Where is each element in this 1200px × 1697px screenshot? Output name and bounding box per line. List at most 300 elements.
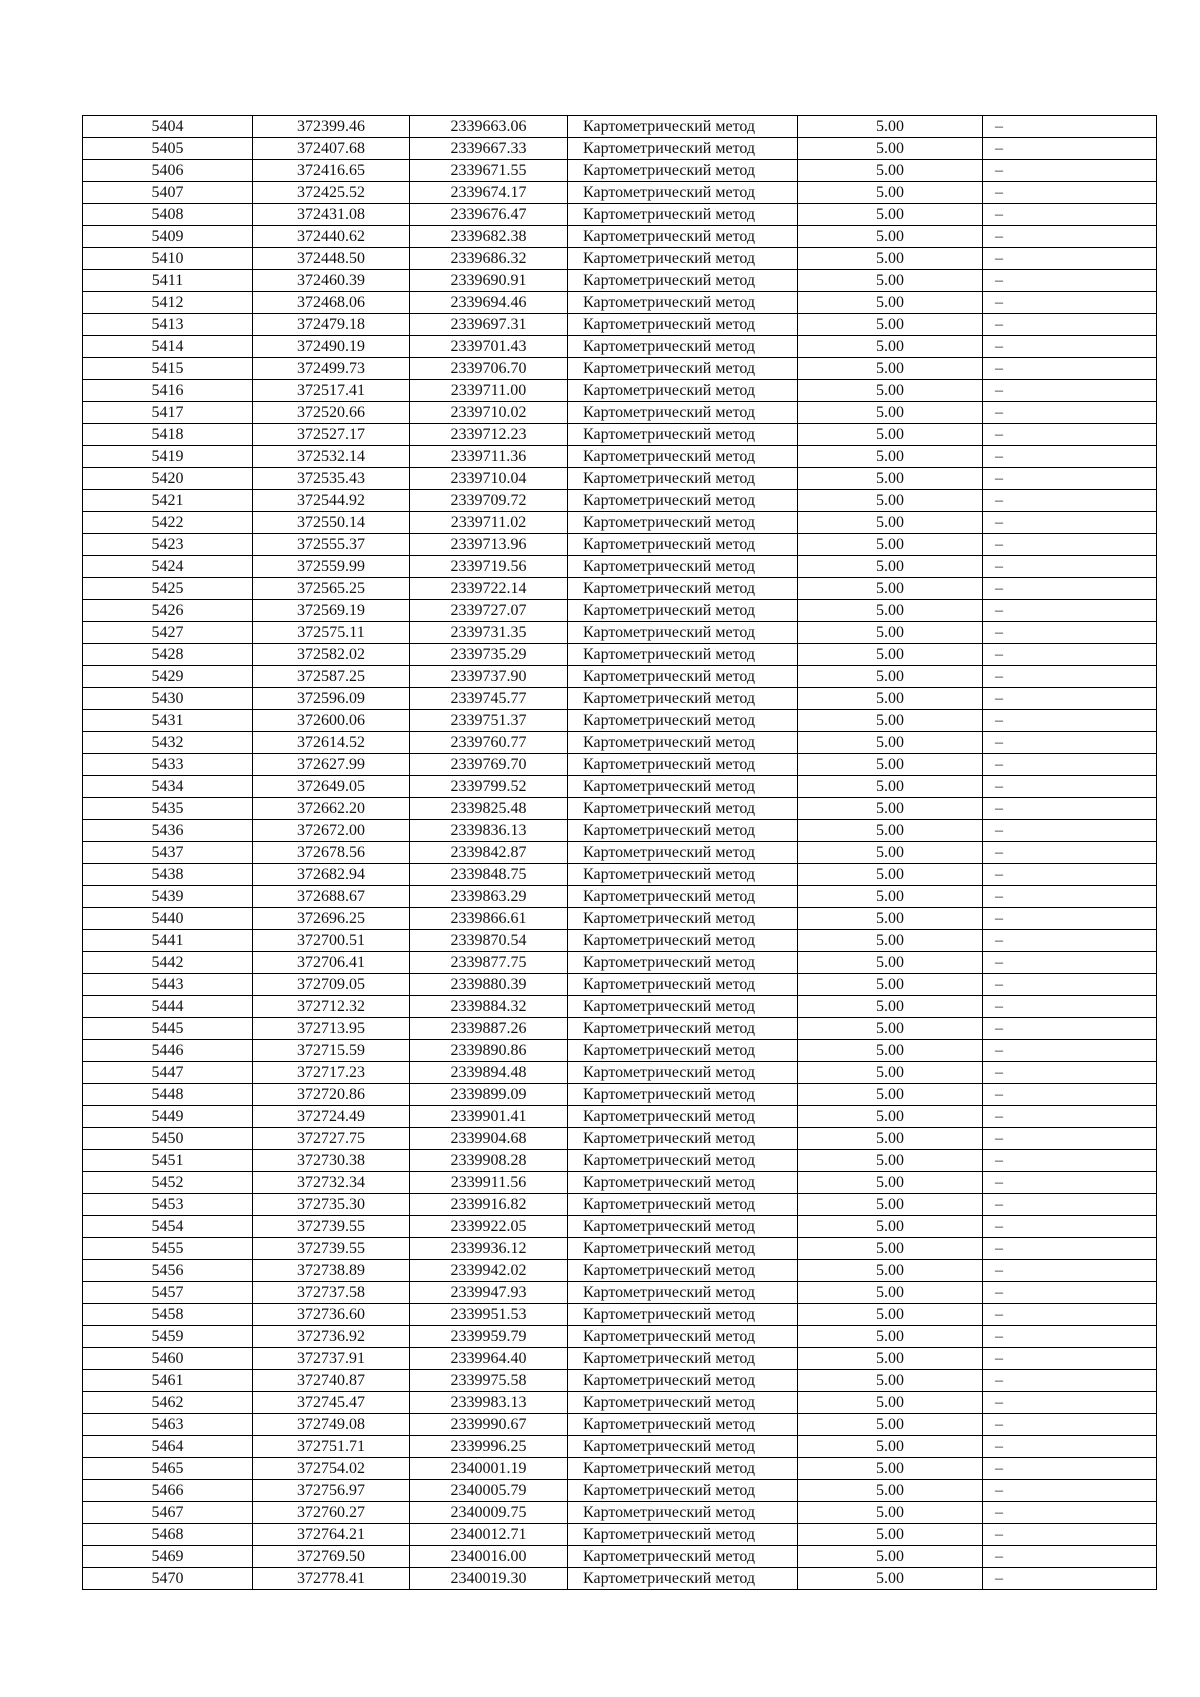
accuracy-cell: 5.00 bbox=[798, 1502, 983, 1524]
point-number-cell: 5439 bbox=[83, 886, 253, 908]
note-cell: – bbox=[983, 424, 1157, 446]
point-number-cell: 5425 bbox=[83, 578, 253, 600]
note-cell: – bbox=[983, 1568, 1157, 1590]
y-coordinate-cell: 2339877.75 bbox=[410, 952, 568, 974]
accuracy-cell: 5.00 bbox=[798, 1480, 983, 1502]
note-cell: – bbox=[983, 732, 1157, 754]
y-coordinate-cell: 2339894.48 bbox=[410, 1062, 568, 1084]
method-cell: Картометрический метод bbox=[568, 1040, 798, 1062]
x-coordinate-cell: 372717.23 bbox=[253, 1062, 410, 1084]
y-coordinate-cell: 2339959.79 bbox=[410, 1326, 568, 1348]
note-cell: – bbox=[983, 1304, 1157, 1326]
y-coordinate-cell: 2339769.70 bbox=[410, 754, 568, 776]
x-coordinate-cell: 372764.21 bbox=[253, 1524, 410, 1546]
x-coordinate-cell: 372520.66 bbox=[253, 402, 410, 424]
y-coordinate-cell: 2339848.75 bbox=[410, 864, 568, 886]
point-number-cell: 5426 bbox=[83, 600, 253, 622]
x-coordinate-cell: 372769.50 bbox=[253, 1546, 410, 1568]
table-row bbox=[83, 622, 1157, 644]
y-coordinate-cell: 2339694.46 bbox=[410, 292, 568, 314]
y-coordinate-cell: 2339880.39 bbox=[410, 974, 568, 996]
x-coordinate-cell: 372754.02 bbox=[253, 1458, 410, 1480]
method-cell: Картометрический метод bbox=[568, 996, 798, 1018]
accuracy-cell: 5.00 bbox=[798, 1568, 983, 1590]
table-row bbox=[83, 1326, 1157, 1348]
note-cell: – bbox=[983, 358, 1157, 380]
y-coordinate-cell: 2339667.33 bbox=[410, 138, 568, 160]
note-cell: – bbox=[983, 666, 1157, 688]
method-cell: Картометрический метод bbox=[568, 182, 798, 204]
point-number-cell: 5460 bbox=[83, 1348, 253, 1370]
method-cell: Картометрический метод bbox=[568, 886, 798, 908]
note-cell: – bbox=[983, 248, 1157, 270]
point-number-cell: 5448 bbox=[83, 1084, 253, 1106]
note-cell: – bbox=[983, 1128, 1157, 1150]
point-number-cell: 5453 bbox=[83, 1194, 253, 1216]
note-cell: – bbox=[983, 1084, 1157, 1106]
method-cell: Картометрический метод bbox=[568, 490, 798, 512]
point-number-cell: 5461 bbox=[83, 1370, 253, 1392]
point-number-cell: 5442 bbox=[83, 952, 253, 974]
y-coordinate-cell: 2340019.30 bbox=[410, 1568, 568, 1590]
note-cell: – bbox=[983, 270, 1157, 292]
point-number-cell: 5434 bbox=[83, 776, 253, 798]
point-number-cell: 5431 bbox=[83, 710, 253, 732]
accuracy-cell: 5.00 bbox=[798, 556, 983, 578]
table-row bbox=[83, 908, 1157, 930]
note-cell: – bbox=[983, 204, 1157, 226]
point-number-cell: 5406 bbox=[83, 160, 253, 182]
point-number-cell: 5408 bbox=[83, 204, 253, 226]
method-cell: Картометрический метод bbox=[568, 798, 798, 820]
note-cell: – bbox=[983, 644, 1157, 666]
table-row bbox=[83, 1436, 1157, 1458]
table-row bbox=[83, 1084, 1157, 1106]
table-row bbox=[83, 270, 1157, 292]
note-cell: – bbox=[983, 1436, 1157, 1458]
method-cell: Картометрический метод bbox=[568, 248, 798, 270]
note-cell: – bbox=[983, 578, 1157, 600]
method-cell: Картометрический метод bbox=[568, 732, 798, 754]
table-row bbox=[83, 1150, 1157, 1172]
method-cell: Картометрический метод bbox=[568, 402, 798, 424]
table-row bbox=[83, 886, 1157, 908]
accuracy-cell: 5.00 bbox=[798, 1040, 983, 1062]
x-coordinate-cell: 372778.41 bbox=[253, 1568, 410, 1590]
point-number-cell: 5469 bbox=[83, 1546, 253, 1568]
table-row bbox=[83, 600, 1157, 622]
method-cell: Картометрический метод bbox=[568, 710, 798, 732]
x-coordinate-cell: 372727.75 bbox=[253, 1128, 410, 1150]
table-row bbox=[83, 1018, 1157, 1040]
method-cell: Картометрический метод bbox=[568, 1414, 798, 1436]
point-number-cell: 5415 bbox=[83, 358, 253, 380]
point-number-cell: 5455 bbox=[83, 1238, 253, 1260]
point-number-cell: 5418 bbox=[83, 424, 253, 446]
x-coordinate-cell: 372490.19 bbox=[253, 336, 410, 358]
y-coordinate-cell: 2339674.17 bbox=[410, 182, 568, 204]
method-cell: Картометрический метод bbox=[568, 1458, 798, 1480]
x-coordinate-cell: 372582.02 bbox=[253, 644, 410, 666]
accuracy-cell: 5.00 bbox=[798, 402, 983, 424]
accuracy-cell: 5.00 bbox=[798, 930, 983, 952]
point-number-cell: 5458 bbox=[83, 1304, 253, 1326]
y-coordinate-cell: 2339671.55 bbox=[410, 160, 568, 182]
y-coordinate-cell: 2339887.26 bbox=[410, 1018, 568, 1040]
table-row bbox=[83, 1392, 1157, 1414]
method-cell: Картометрический метод bbox=[568, 270, 798, 292]
method-cell: Картометрический метод bbox=[568, 358, 798, 380]
point-number-cell: 5466 bbox=[83, 1480, 253, 1502]
x-coordinate-cell: 372720.86 bbox=[253, 1084, 410, 1106]
accuracy-cell: 5.00 bbox=[798, 292, 983, 314]
note-cell: – bbox=[983, 380, 1157, 402]
point-number-cell: 5416 bbox=[83, 380, 253, 402]
point-number-cell: 5433 bbox=[83, 754, 253, 776]
method-cell: Картометрический метод bbox=[568, 292, 798, 314]
accuracy-cell: 5.00 bbox=[798, 1524, 983, 1546]
method-cell: Картометрический метод bbox=[568, 864, 798, 886]
table-row bbox=[83, 424, 1157, 446]
note-cell: – bbox=[983, 1502, 1157, 1524]
x-coordinate-cell: 372732.34 bbox=[253, 1172, 410, 1194]
method-cell: Картометрический метод bbox=[568, 1348, 798, 1370]
x-coordinate-cell: 372499.73 bbox=[253, 358, 410, 380]
table-row bbox=[83, 402, 1157, 424]
accuracy-cell: 5.00 bbox=[798, 952, 983, 974]
method-cell: Картометрический метод bbox=[568, 1524, 798, 1546]
table-row bbox=[83, 1172, 1157, 1194]
y-coordinate-cell: 2340016.00 bbox=[410, 1546, 568, 1568]
note-cell: – bbox=[983, 446, 1157, 468]
table-row bbox=[83, 1458, 1157, 1480]
method-cell: Картометрический метод bbox=[568, 1480, 798, 1502]
note-cell: – bbox=[983, 292, 1157, 314]
method-cell: Картометрический метод bbox=[568, 116, 798, 138]
y-coordinate-cell: 2339990.67 bbox=[410, 1414, 568, 1436]
x-coordinate-cell: 372550.14 bbox=[253, 512, 410, 534]
y-coordinate-cell: 2339745.77 bbox=[410, 688, 568, 710]
note-cell: – bbox=[983, 1326, 1157, 1348]
y-coordinate-cell: 2340012.71 bbox=[410, 1524, 568, 1546]
table-row bbox=[83, 1194, 1157, 1216]
accuracy-cell: 5.00 bbox=[798, 534, 983, 556]
note-cell: – bbox=[983, 1194, 1157, 1216]
accuracy-cell: 5.00 bbox=[798, 1018, 983, 1040]
y-coordinate-cell: 2339922.05 bbox=[410, 1216, 568, 1238]
accuracy-cell: 5.00 bbox=[798, 358, 983, 380]
y-coordinate-cell: 2339904.68 bbox=[410, 1128, 568, 1150]
method-cell: Картометрический метод bbox=[568, 1238, 798, 1260]
method-cell: Картометрический метод bbox=[568, 160, 798, 182]
x-coordinate-cell: 372735.30 bbox=[253, 1194, 410, 1216]
x-coordinate-cell: 372756.97 bbox=[253, 1480, 410, 1502]
x-coordinate-cell: 372672.00 bbox=[253, 820, 410, 842]
accuracy-cell: 5.00 bbox=[798, 468, 983, 490]
accuracy-cell: 5.00 bbox=[798, 1106, 983, 1128]
accuracy-cell: 5.00 bbox=[798, 380, 983, 402]
note-cell: – bbox=[983, 1458, 1157, 1480]
note-cell: – bbox=[983, 820, 1157, 842]
note-cell: – bbox=[983, 710, 1157, 732]
table-row bbox=[83, 358, 1157, 380]
accuracy-cell: 5.00 bbox=[798, 1194, 983, 1216]
y-coordinate-cell: 2339890.86 bbox=[410, 1040, 568, 1062]
table-row bbox=[83, 754, 1157, 776]
method-cell: Картометрический метод bbox=[568, 226, 798, 248]
accuracy-cell: 5.00 bbox=[798, 864, 983, 886]
table-row bbox=[83, 688, 1157, 710]
accuracy-cell: 5.00 bbox=[798, 1348, 983, 1370]
note-cell: – bbox=[983, 1282, 1157, 1304]
x-coordinate-cell: 372460.39 bbox=[253, 270, 410, 292]
method-cell: Картометрический метод bbox=[568, 666, 798, 688]
method-cell: Картометрический метод bbox=[568, 1304, 798, 1326]
point-number-cell: 5440 bbox=[83, 908, 253, 930]
point-number-cell: 5465 bbox=[83, 1458, 253, 1480]
y-coordinate-cell: 2340009.75 bbox=[410, 1502, 568, 1524]
method-cell: Картометрический метод bbox=[568, 1260, 798, 1282]
accuracy-cell: 5.00 bbox=[798, 116, 983, 138]
point-number-cell: 5417 bbox=[83, 402, 253, 424]
note-cell: – bbox=[983, 226, 1157, 248]
method-cell: Картометрический метод bbox=[568, 1282, 798, 1304]
point-number-cell: 5459 bbox=[83, 1326, 253, 1348]
table-row bbox=[83, 1216, 1157, 1238]
method-cell: Картометрический метод bbox=[568, 688, 798, 710]
y-coordinate-cell: 2339911.56 bbox=[410, 1172, 568, 1194]
point-number-cell: 5463 bbox=[83, 1414, 253, 1436]
table-row bbox=[83, 556, 1157, 578]
table-row bbox=[83, 1062, 1157, 1084]
table-row bbox=[83, 204, 1157, 226]
x-coordinate-cell: 372688.67 bbox=[253, 886, 410, 908]
note-cell: – bbox=[983, 1238, 1157, 1260]
point-number-cell: 5454 bbox=[83, 1216, 253, 1238]
accuracy-cell: 5.00 bbox=[798, 908, 983, 930]
y-coordinate-cell: 2340001.19 bbox=[410, 1458, 568, 1480]
y-coordinate-cell: 2339936.12 bbox=[410, 1238, 568, 1260]
note-cell: – bbox=[983, 402, 1157, 424]
accuracy-cell: 5.00 bbox=[798, 182, 983, 204]
method-cell: Картометрический метод bbox=[568, 1370, 798, 1392]
accuracy-cell: 5.00 bbox=[798, 1370, 983, 1392]
x-coordinate-cell: 372739.55 bbox=[253, 1238, 410, 1260]
table-row bbox=[83, 996, 1157, 1018]
y-coordinate-cell: 2339884.32 bbox=[410, 996, 568, 1018]
point-number-cell: 5441 bbox=[83, 930, 253, 952]
note-cell: – bbox=[983, 182, 1157, 204]
table-row bbox=[83, 930, 1157, 952]
x-coordinate-cell: 372712.32 bbox=[253, 996, 410, 1018]
y-coordinate-cell: 2339947.93 bbox=[410, 1282, 568, 1304]
point-number-cell: 5447 bbox=[83, 1062, 253, 1084]
y-coordinate-cell: 2339711.36 bbox=[410, 446, 568, 468]
method-cell: Картометрический метод bbox=[568, 1062, 798, 1084]
point-number-cell: 5419 bbox=[83, 446, 253, 468]
method-cell: Картометрический метод bbox=[568, 1172, 798, 1194]
point-number-cell: 5430 bbox=[83, 688, 253, 710]
x-coordinate-cell: 372425.52 bbox=[253, 182, 410, 204]
y-coordinate-cell: 2339901.41 bbox=[410, 1106, 568, 1128]
point-number-cell: 5423 bbox=[83, 534, 253, 556]
method-cell: Картометрический метод bbox=[568, 930, 798, 952]
point-number-cell: 5449 bbox=[83, 1106, 253, 1128]
note-cell: – bbox=[983, 754, 1157, 776]
point-number-cell: 5444 bbox=[83, 996, 253, 1018]
note-cell: – bbox=[983, 930, 1157, 952]
note-cell: – bbox=[983, 556, 1157, 578]
accuracy-cell: 5.00 bbox=[798, 490, 983, 512]
method-cell: Картометрический метод bbox=[568, 578, 798, 600]
point-number-cell: 5407 bbox=[83, 182, 253, 204]
method-cell: Картометрический метод bbox=[568, 512, 798, 534]
x-coordinate-cell: 372399.46 bbox=[253, 116, 410, 138]
x-coordinate-cell: 372407.68 bbox=[253, 138, 410, 160]
table-row bbox=[83, 1348, 1157, 1370]
table-row bbox=[83, 1128, 1157, 1150]
note-cell: – bbox=[983, 336, 1157, 358]
x-coordinate-cell: 372517.41 bbox=[253, 380, 410, 402]
point-number-cell: 5411 bbox=[83, 270, 253, 292]
accuracy-cell: 5.00 bbox=[798, 1436, 983, 1458]
note-cell: – bbox=[983, 1018, 1157, 1040]
note-cell: – bbox=[983, 1480, 1157, 1502]
point-number-cell: 5437 bbox=[83, 842, 253, 864]
y-coordinate-cell: 2339863.29 bbox=[410, 886, 568, 908]
table-row bbox=[83, 292, 1157, 314]
table-row bbox=[83, 116, 1157, 138]
x-coordinate-cell: 372749.08 bbox=[253, 1414, 410, 1436]
table-row bbox=[83, 248, 1157, 270]
x-coordinate-cell: 372448.50 bbox=[253, 248, 410, 270]
point-number-cell: 5456 bbox=[83, 1260, 253, 1282]
x-coordinate-cell: 372555.37 bbox=[253, 534, 410, 556]
method-cell: Картометрический метод bbox=[568, 1150, 798, 1172]
x-coordinate-cell: 372745.47 bbox=[253, 1392, 410, 1414]
table-row bbox=[83, 138, 1157, 160]
x-coordinate-cell: 372544.92 bbox=[253, 490, 410, 512]
note-cell: – bbox=[983, 1370, 1157, 1392]
x-coordinate-cell: 372575.11 bbox=[253, 622, 410, 644]
y-coordinate-cell: 2339731.35 bbox=[410, 622, 568, 644]
table-row bbox=[83, 336, 1157, 358]
point-number-cell: 5420 bbox=[83, 468, 253, 490]
x-coordinate-cell: 372738.89 bbox=[253, 1260, 410, 1282]
method-cell: Картометрический метод bbox=[568, 1546, 798, 1568]
x-coordinate-cell: 372649.05 bbox=[253, 776, 410, 798]
coordinates-table bbox=[82, 115, 1157, 1590]
note-cell: – bbox=[983, 842, 1157, 864]
method-cell: Картометрический метод bbox=[568, 314, 798, 336]
accuracy-cell: 5.00 bbox=[798, 1172, 983, 1194]
x-coordinate-cell: 372760.27 bbox=[253, 1502, 410, 1524]
note-cell: – bbox=[983, 160, 1157, 182]
table-row bbox=[83, 1414, 1157, 1436]
point-number-cell: 5435 bbox=[83, 798, 253, 820]
accuracy-cell: 5.00 bbox=[798, 226, 983, 248]
note-cell: – bbox=[983, 138, 1157, 160]
y-coordinate-cell: 2339899.09 bbox=[410, 1084, 568, 1106]
table-row bbox=[83, 974, 1157, 996]
y-coordinate-cell: 2339710.02 bbox=[410, 402, 568, 424]
x-coordinate-cell: 372479.18 bbox=[253, 314, 410, 336]
accuracy-cell: 5.00 bbox=[798, 248, 983, 270]
method-cell: Картометрический метод bbox=[568, 138, 798, 160]
method-cell: Картометрический метод bbox=[568, 1326, 798, 1348]
accuracy-cell: 5.00 bbox=[798, 314, 983, 336]
method-cell: Картометрический метод bbox=[568, 820, 798, 842]
note-cell: – bbox=[983, 1524, 1157, 1546]
y-coordinate-cell: 2339697.31 bbox=[410, 314, 568, 336]
note-cell: – bbox=[983, 622, 1157, 644]
y-coordinate-cell: 2339735.29 bbox=[410, 644, 568, 666]
accuracy-cell: 5.00 bbox=[798, 424, 983, 446]
accuracy-cell: 5.00 bbox=[798, 138, 983, 160]
y-coordinate-cell: 2339975.58 bbox=[410, 1370, 568, 1392]
accuracy-cell: 5.00 bbox=[798, 1392, 983, 1414]
method-cell: Картометрический метод bbox=[568, 1568, 798, 1590]
method-cell: Картометрический метод bbox=[568, 468, 798, 490]
method-cell: Картометрический метод bbox=[568, 1106, 798, 1128]
note-cell: – bbox=[983, 1546, 1157, 1568]
y-coordinate-cell: 2339711.00 bbox=[410, 380, 568, 402]
method-cell: Картометрический метод bbox=[568, 842, 798, 864]
note-cell: – bbox=[983, 1172, 1157, 1194]
y-coordinate-cell: 2339916.82 bbox=[410, 1194, 568, 1216]
point-number-cell: 5462 bbox=[83, 1392, 253, 1414]
note-cell: – bbox=[983, 886, 1157, 908]
note-cell: – bbox=[983, 908, 1157, 930]
table-row bbox=[83, 1282, 1157, 1304]
method-cell: Картометрический метод bbox=[568, 1502, 798, 1524]
method-cell: Картометрический метод bbox=[568, 424, 798, 446]
y-coordinate-cell: 2339908.28 bbox=[410, 1150, 568, 1172]
method-cell: Картометрический метод bbox=[568, 952, 798, 974]
x-coordinate-cell: 372737.58 bbox=[253, 1282, 410, 1304]
y-coordinate-cell: 2339942.02 bbox=[410, 1260, 568, 1282]
point-number-cell: 5468 bbox=[83, 1524, 253, 1546]
x-coordinate-cell: 372600.06 bbox=[253, 710, 410, 732]
table-row bbox=[83, 160, 1157, 182]
method-cell: Картометрический метод bbox=[568, 1128, 798, 1150]
accuracy-cell: 5.00 bbox=[798, 1546, 983, 1568]
accuracy-cell: 5.00 bbox=[798, 1128, 983, 1150]
accuracy-cell: 5.00 bbox=[798, 336, 983, 358]
y-coordinate-cell: 2339964.40 bbox=[410, 1348, 568, 1370]
note-cell: – bbox=[983, 1392, 1157, 1414]
y-coordinate-cell: 2339722.14 bbox=[410, 578, 568, 600]
accuracy-cell: 5.00 bbox=[798, 204, 983, 226]
accuracy-cell: 5.00 bbox=[798, 974, 983, 996]
x-coordinate-cell: 372565.25 bbox=[253, 578, 410, 600]
x-coordinate-cell: 372682.94 bbox=[253, 864, 410, 886]
method-cell: Картометрический метод bbox=[568, 1084, 798, 1106]
accuracy-cell: 5.00 bbox=[798, 644, 983, 666]
table-row bbox=[83, 1546, 1157, 1568]
x-coordinate-cell: 372740.87 bbox=[253, 1370, 410, 1392]
note-cell: – bbox=[983, 974, 1157, 996]
x-coordinate-cell: 372614.52 bbox=[253, 732, 410, 754]
point-number-cell: 5464 bbox=[83, 1436, 253, 1458]
table-row bbox=[83, 710, 1157, 732]
accuracy-cell: 5.00 bbox=[798, 1260, 983, 1282]
table-row bbox=[83, 1238, 1157, 1260]
y-coordinate-cell: 2339951.53 bbox=[410, 1304, 568, 1326]
x-coordinate-cell: 372532.14 bbox=[253, 446, 410, 468]
accuracy-cell: 5.00 bbox=[798, 798, 983, 820]
method-cell: Картометрический метод bbox=[568, 974, 798, 996]
